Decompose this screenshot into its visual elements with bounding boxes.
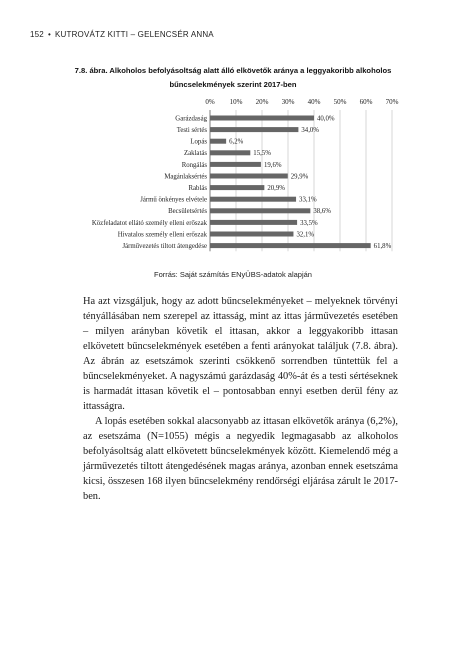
paragraph-1: Ha azt vizsgáljuk, hogy az adott bűncselekményeket – melyeknek törvényi tényállásában nem szerepel az ittasság, mint az ittas járművezetés esetében – milyen arányban követik el ittasan, akkor a leggyakoribb ittasan elkövetett bűncselekmények esetében a fenti arányokat találjuk (7.8. ábra). Az ábrán az esetszámok szerinti csökkenő sorrendben tüntettük fel a bűncselekményeket. A nagyszámú garázdaság 40%-át és a testi sértéseknek is harmadát ittasan követik el – pontosabban ennyi esetben derül fény az ittasságra. [83,296,398,412]
body-text [83,294,398,504]
category-label: Rongálás [181,161,207,169]
bar [210,220,297,225]
bar [210,139,226,144]
value-label: 15,5% [253,150,271,158]
value-label: 6,2% [229,138,244,146]
paragraph-2: A lopás esetében sokkal alacsonyabb az ittasan elkövetők aránya (6,2%), az esetszáma (N=1055) mégis a negyedik legmagasabb az alkoholos befolyásoltság alatt elkövetett bűncselekmények között. Kiemelendő még a járművezetés tiltott átengedésének magas aránya, azonban ennek esetszáma kicsi, összesen 168 ilyen bűncselekmény rendőrségi eljárása zárult le 2017-ben. [83,416,398,502]
bar [210,232,293,237]
bar [210,162,261,167]
x-tick-label: 10% [229,98,243,106]
running-title: KUTROVÁTZ KITTI – GELENCSÉR ANNA [54,30,214,39]
bar [210,174,288,179]
category-label: Rablás [188,185,207,192]
figure-title [30,64,436,92]
figure-source: Forrás: Saját számítás ENyÜBS-adatok alapján [154,270,312,279]
value-label: 38,6% [313,208,331,216]
bar [210,150,250,155]
value-label: 19,6% [263,161,282,169]
category-label: Járművezetés tiltott átengedése [122,243,207,250]
x-tick-label: 0% [205,98,215,106]
page-number: 152 [30,30,44,39]
value-label: 40,0% [317,115,335,123]
category-label: Lopás [190,138,207,146]
header-separator: • [47,30,51,39]
bar [210,197,296,202]
category-label: Testi sértés [176,127,207,134]
category-label: Becsületsértés [168,208,207,216]
value-label: 61,8% [373,243,392,250]
bar [210,127,298,132]
value-label: 32,1% [296,231,315,239]
value-label: 33,5% [300,219,318,227]
running-header [30,30,214,39]
x-tick-label: 20% [255,98,269,106]
bar [210,208,310,213]
category-label: Jármű önkényes elvétele [140,196,207,204]
category-label: Magánlaksértés [164,173,207,181]
x-tick-label: 70% [385,98,399,106]
bar [210,116,314,121]
figure-title-line2: bűncselekmények szerint 2017-ben [169,80,297,89]
category-label: Zaklatás [183,150,207,158]
figure-title-line1: 7.8. ábra. Alkoholos befolyásoltság alatt álló elkövetők aránya a leggyakoribb alkoholos [74,66,392,75]
bar [210,185,264,190]
bar-chart [0,92,466,264]
category-label: Közfeladatot ellátó személy elleni erőszak [91,219,207,227]
category-label: Hivatalos személy elleni erőszak [117,231,207,239]
value-label: 33,1% [299,196,317,204]
value-label: 34,0% [301,127,319,134]
bar [210,243,371,248]
x-tick-label: 30% [281,98,295,106]
x-tick-label: 60% [359,98,373,106]
value-label: 29,9% [290,173,309,181]
category-label: Garázdaság [175,115,207,123]
x-tick-label: 50% [333,98,347,106]
value-label: 20,9% [267,185,285,192]
x-tick-label: 40% [307,98,321,106]
